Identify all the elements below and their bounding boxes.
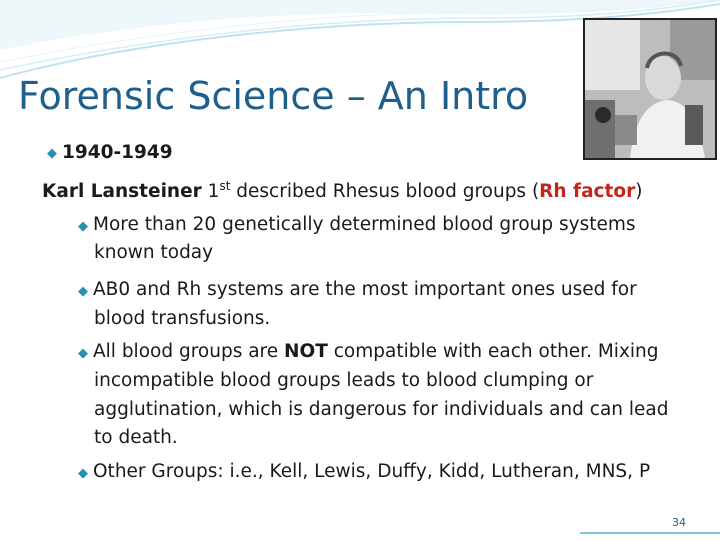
ordinal-number: 1: [207, 181, 220, 203]
rh-factor-highlight: Rh factor: [539, 181, 636, 203]
bullet-3-line-4: to death.: [94, 427, 178, 448]
bullet-3-line-1: [93, 341, 659, 362]
bullet-3-line-2: incompatible blood groups leads to blood clumping or: [94, 370, 594, 391]
bullet-2-line-2: blood transfusions.: [94, 308, 271, 329]
slide-title: Forensic Science – An Intro: [18, 74, 529, 118]
ordinal-suffix: st: [219, 179, 231, 193]
bullet-3-rest: compatible with each other. Mixing: [327, 341, 659, 362]
arrow-bullet-icon: ◆: [78, 219, 88, 234]
arrow-bullet-icon: ◆: [47, 146, 57, 161]
arrow-bullet-icon: ◆: [78, 284, 88, 299]
bullet-1-line-1: More than 20 genetically determined blood group systems: [93, 214, 636, 235]
page-number: 34: [672, 516, 686, 529]
bullet-3-prefix: All blood groups are: [93, 341, 285, 362]
footer-divider: [580, 532, 720, 534]
bullet-3-line-3: agglutination, which is dangerous for individuals and can lead: [94, 399, 669, 420]
arrow-bullet-icon: ◆: [78, 466, 88, 481]
bullet-2-line-1: AB0 and Rh systems are the most important ones used for: [93, 279, 637, 300]
bullet-4-line-1: Other Groups: i.e., Kell, Lewis, Duffy, Kidd, Lutheran, MNS, P: [93, 461, 651, 482]
period-heading: 1940-1949: [62, 142, 173, 163]
scientist-name: Karl Lansteiner: [42, 181, 202, 203]
bullet-3-emphasis: NOT: [284, 341, 328, 362]
intro-close: ): [635, 181, 643, 203]
arrow-bullet-icon: ◆: [78, 346, 88, 361]
intro-text: described Rhesus blood groups (: [230, 181, 540, 203]
intro-line: [42, 179, 642, 202]
bullet-1-line-2: known today: [94, 242, 214, 263]
